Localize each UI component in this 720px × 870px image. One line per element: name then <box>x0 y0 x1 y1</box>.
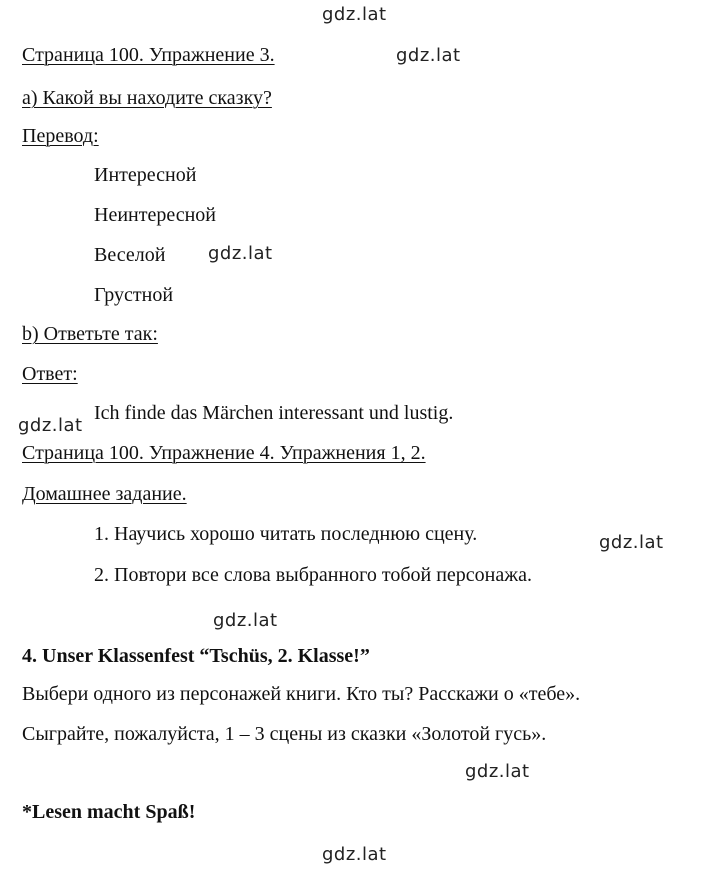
watermark-text: gdz.lat <box>465 761 530 782</box>
part-a-question: а) Какой вы находите сказку? <box>22 87 272 109</box>
answer-label: Ответ: <box>22 363 78 385</box>
watermark-text: gdz.lat <box>18 415 83 436</box>
watermark-text: gdz.lat <box>322 844 387 865</box>
watermark-text: gdz.lat <box>213 610 278 631</box>
option-interesting: Интересной <box>94 164 197 186</box>
answer-text: Ich finde das Märchen interessant und lustig. <box>94 402 454 424</box>
watermark-text: gdz.lat <box>396 45 461 66</box>
watermark-text: gdz.lat <box>322 4 387 25</box>
translation-label: Перевод: <box>22 125 99 147</box>
klassenfest-line-2: Сыграйте, пожалуйста, 1 – 3 сцены из сказки «Золотой гусь». <box>22 723 547 745</box>
option-sad: Грустной <box>94 284 174 306</box>
homework-task-1: 1. Научись хорошо читать последнюю сцену. <box>94 523 478 545</box>
homework-task-2: 2. Повтори все слова выбранного тобой персонажа. <box>94 564 532 586</box>
exercise-3-heading: Страница 100. Упражнение 3. <box>22 44 275 66</box>
homework-label: Домашнее задание. <box>22 483 187 505</box>
watermark-text: gdz.lat <box>208 243 273 264</box>
watermark-text: gdz.lat <box>599 532 664 553</box>
exercise-4-heading: Страница 100. Упражнение 4. Упражнения 1, 2. <box>22 442 426 464</box>
klassenfest-line-1: Выбери одного из персонажей книги. Кто ты? Расскажи о «тебе». <box>22 683 581 705</box>
part-b-instruction: b) Ответьте так: <box>22 323 158 345</box>
lesen-heading: *Lesen macht Spaß! <box>22 801 196 823</box>
option-funny: Веселой <box>94 244 166 266</box>
option-uninteresting: Неинтересной <box>94 204 217 226</box>
klassenfest-heading: 4. Unser Klassenfest “Tschüs, 2. Klasse!” <box>22 645 370 667</box>
